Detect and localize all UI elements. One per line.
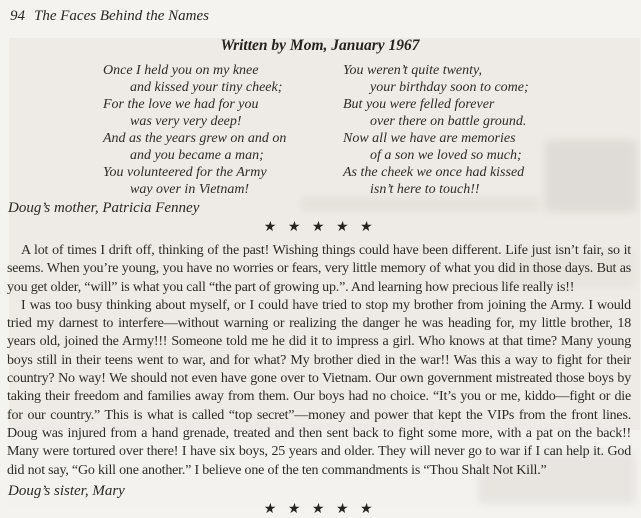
poem-line: way over in Vietnam! — [130, 182, 250, 197]
star-separator: ★ ★ ★ ★ ★ — [262, 501, 378, 517]
letter-attribution: Doug’s sister, Mary — [8, 482, 125, 499]
poem-attribution: Doug’s mother, Patricia Fenney — [8, 200, 200, 216]
poem-line: of a son we loved so much; — [370, 148, 522, 163]
running-header — [0, 0, 640, 25]
poem-line: For the love we had for you — [103, 97, 259, 112]
poem-column-right — [343, 62, 593, 198]
poem-line: As the cheek we once had kissed — [343, 165, 525, 180]
poem-line: But you were felled forever — [343, 97, 495, 112]
poem-line: and kissed your tiny cheek; — [130, 80, 283, 95]
poem-column-left — [103, 62, 343, 198]
poem-line: Now all we have are memories — [343, 131, 516, 146]
poem-line: You volunteered for the Army — [103, 165, 267, 180]
letter-paragraph-1: A lot of times I drift off, thinking of the past! Wishing things could have been different. Life just isn’t fair, so it seems. When you’re young, you have no worries or fears, very little memory of what you did in those days. But as you get older, “will” is what you call “the part of growing up.”. And learning how precious life really is!! — [7, 243, 631, 295]
poem-line: Once I held you on my knee — [103, 63, 259, 78]
poem-line: And as the years grew on and on — [103, 131, 287, 146]
page-number: 94 — [10, 8, 25, 24]
poem-line: isn’t here to touch!! — [370, 182, 480, 197]
star-separator: ★ ★ ★ ★ ★ — [262, 220, 378, 235]
poem-line: You weren’t quite twenty, — [343, 63, 482, 78]
poem-title: Written by Mom, January 1967 — [220, 37, 420, 54]
book-title: The Faces Behind the Names — [34, 8, 209, 24]
poem-line: your birthday soon to come; — [370, 80, 529, 95]
poem-line: and you became a man; — [130, 148, 264, 163]
letter-body — [0, 242, 640, 480]
poem — [0, 62, 640, 198]
poem-line: was very very deep! — [130, 114, 242, 129]
letter-paragraph-2: I was too busy thinking about myself, or I could have tried to stop my brother from joining the Army. I would tried my darnest to interfere—without warning or realizing the danger he was heading for, my little brother, 18 years old, joined the Army!!! Someone told me he did it to impress a girl. Who knows at that time? Many young boys still in their teens went to war, and for what? My brother died in the war!! Was this a way to fight for their country? No way! We should not even have gone over to Vietnam. Our own government mistreated those boys by taking their freedom and families away from them. Our boys had no choice. “It’s you or me, kiddo—fight or die for our country.” This is what is called “top secret”—money and power that kept the VIPs from the front lines. Doug was injured from a hand grenade, treated and then sent back to fight some more, with a pat on the back!! Many were tortured over there! I have six boys, 25 years and older. They will never go to war if I can help it. God did not say, “Go kill one another.” I believe one of the ten commandments is “Thou Shalt Not Kill.” — [7, 297, 631, 478]
poem-line: over there on battle ground. — [370, 114, 527, 129]
